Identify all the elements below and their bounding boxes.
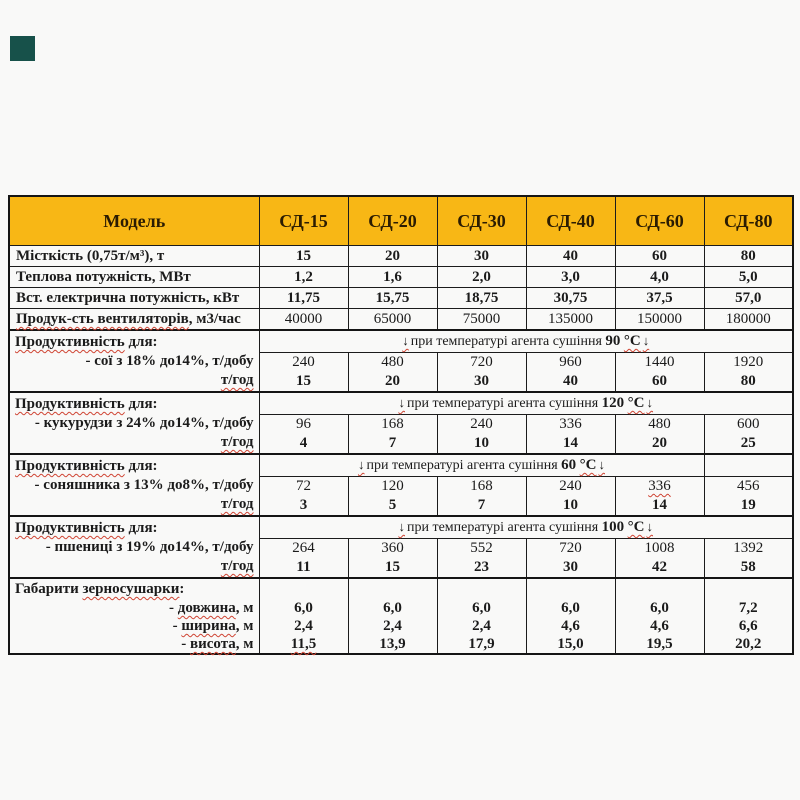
productivity-cell: 960 40 <box>526 353 615 393</box>
value-cell: 5,0 <box>704 267 793 288</box>
dimensions-cell: 6,0 4,6 19,5 <box>615 578 704 654</box>
value-cell: 18,75 <box>437 288 526 309</box>
value-cell: 75000 <box>437 309 526 331</box>
value-cell: 37,5 <box>615 288 704 309</box>
productivity-cell: 72 3 <box>259 477 348 517</box>
empty-cell <box>704 454 793 477</box>
down-arrow-icon: ↓ <box>598 457 605 472</box>
section-soy-header-row <box>9 330 793 353</box>
productivity-cell: 1392 58 <box>704 539 793 579</box>
dimensions-cell: 7,2 6,6 20,2 <box>704 578 793 654</box>
temp-condition-header: ↓ при температурі агента сушіння 120 °С ↓ <box>259 392 793 415</box>
row-label: Місткість (0,75т/м³), т <box>9 246 259 267</box>
down-arrow-icon: ↓ <box>646 395 653 410</box>
value-cell: 65000 <box>348 309 437 331</box>
down-arrow-icon: ↓ <box>398 395 405 410</box>
dimensions-cell: 6,0 2,4 11,5 <box>259 578 348 654</box>
dryer-spec-table <box>8 195 794 655</box>
dimensions-row <box>9 578 793 654</box>
dimensions-cell: 6,0 2,4 13,9 <box>348 578 437 654</box>
value-cell: 135000 <box>526 309 615 331</box>
section-sunflower-header-row <box>9 454 793 477</box>
header-row <box>9 196 793 246</box>
temp-condition-header: ↓ при температурі агента сушіння 100 °С ↓ <box>259 516 793 539</box>
column-header-sd20: СД-20 <box>348 196 437 246</box>
value-cell: 60 <box>615 246 704 267</box>
value-cell: 180000 <box>704 309 793 331</box>
down-arrow-icon: ↓ <box>642 333 650 348</box>
productivity-cell: 336 14 <box>526 415 615 455</box>
productivity-cell: 240 10 <box>526 477 615 517</box>
value-cell: 4,0 <box>615 267 704 288</box>
productivity-cell: 240 10 <box>437 415 526 455</box>
productivity-cell: 1920 80 <box>704 353 793 393</box>
temp-condition-header: ↓ при температурі агента сушіння 60 °С ↓ <box>259 454 704 477</box>
value-cell: 3,0 <box>526 267 615 288</box>
productivity-label-soy: Продуктивність для: - сої з 18% до14%, т/добу т/год <box>9 330 259 392</box>
value-cell: 20 <box>348 246 437 267</box>
value-cell: 150000 <box>615 309 704 331</box>
productivity-cell: 120 5 <box>348 477 437 517</box>
column-header-sd60: СД-60 <box>615 196 704 246</box>
value-cell: 15,75 <box>348 288 437 309</box>
productivity-label-corn: Продуктивність для: - кукурудзи з 24% до14%, т/добу т/год <box>9 392 259 454</box>
productivity-cell: 1008 42 <box>615 539 704 579</box>
down-arrow-icon: ↓ <box>398 519 405 534</box>
down-arrow-icon: ↓ <box>646 519 653 534</box>
productivity-label-sunflower: Продуктивність для: - соняшника з 13% до8%, т/добу т/год <box>9 454 259 516</box>
value-cell: 57,0 <box>704 288 793 309</box>
dimensions-label: Габарити зерносушарки: - довжина, м - ширина, м - висота, м <box>9 578 259 654</box>
spec-row-thermal-power <box>9 267 793 288</box>
section-corn-header-row <box>9 392 793 415</box>
productivity-cell: 480 20 <box>348 353 437 393</box>
value-cell: 40 <box>526 246 615 267</box>
productivity-cell: 552 23 <box>437 539 526 579</box>
corner-logo-square <box>10 36 35 61</box>
value-cell: 30 <box>437 246 526 267</box>
value-cell: 2,0 <box>437 267 526 288</box>
productivity-cell: 720 30 <box>526 539 615 579</box>
temp-condition-header: ↓ при температурі агента сушіння 90 °С ↓ <box>259 330 793 353</box>
productivity-cell: 336 14 <box>615 477 704 517</box>
row-label: Теплова потужність, МВт <box>9 267 259 288</box>
row-label: Продук-сть вентиляторів, м3/час <box>9 309 259 331</box>
productivity-cell: 480 20 <box>615 415 704 455</box>
column-header-sd40: СД-40 <box>526 196 615 246</box>
down-arrow-icon: ↓ <box>402 333 409 348</box>
productivity-cell: 360 15 <box>348 539 437 579</box>
value-cell: 1,2 <box>259 267 348 288</box>
productivity-cell: 720 30 <box>437 353 526 393</box>
value-cell: 15 <box>259 246 348 267</box>
productivity-cell: 168 7 <box>437 477 526 517</box>
value-cell: 11,75 <box>259 288 348 309</box>
spec-row-capacity <box>9 246 793 267</box>
productivity-cell: 456 19 <box>704 477 793 517</box>
dimensions-cell: 6,0 4,6 15,0 <box>526 578 615 654</box>
row-label: Вст. електрична потужність, кВт <box>9 288 259 309</box>
value-cell: 1,6 <box>348 267 437 288</box>
column-header-model: Модель <box>9 196 259 246</box>
productivity-cell: 240 15 <box>259 353 348 393</box>
down-arrow-icon: ↓ <box>357 457 365 472</box>
spec-row-fan-capacity <box>9 309 793 331</box>
productivity-cell: 264 11 <box>259 539 348 579</box>
productivity-cell: 1440 60 <box>615 353 704 393</box>
dimensions-cell: 6,0 2,4 17,9 <box>437 578 526 654</box>
section-wheat-header-row <box>9 516 793 539</box>
productivity-cell: 600 25 <box>704 415 793 455</box>
spec-row-electric-power <box>9 288 793 309</box>
productivity-cell: 168 7 <box>348 415 437 455</box>
column-header-sd80: СД-80 <box>704 196 793 246</box>
productivity-cell: 96 4 <box>259 415 348 455</box>
value-cell: 80 <box>704 246 793 267</box>
value-cell: 40000 <box>259 309 348 331</box>
column-header-sd30: СД-30 <box>437 196 526 246</box>
productivity-label-wheat: Продуктивність для: - пшениці з 19% до14%, т/добу т/год <box>9 516 259 578</box>
column-header-sd15: СД-15 <box>259 196 348 246</box>
value-cell: 30,75 <box>526 288 615 309</box>
